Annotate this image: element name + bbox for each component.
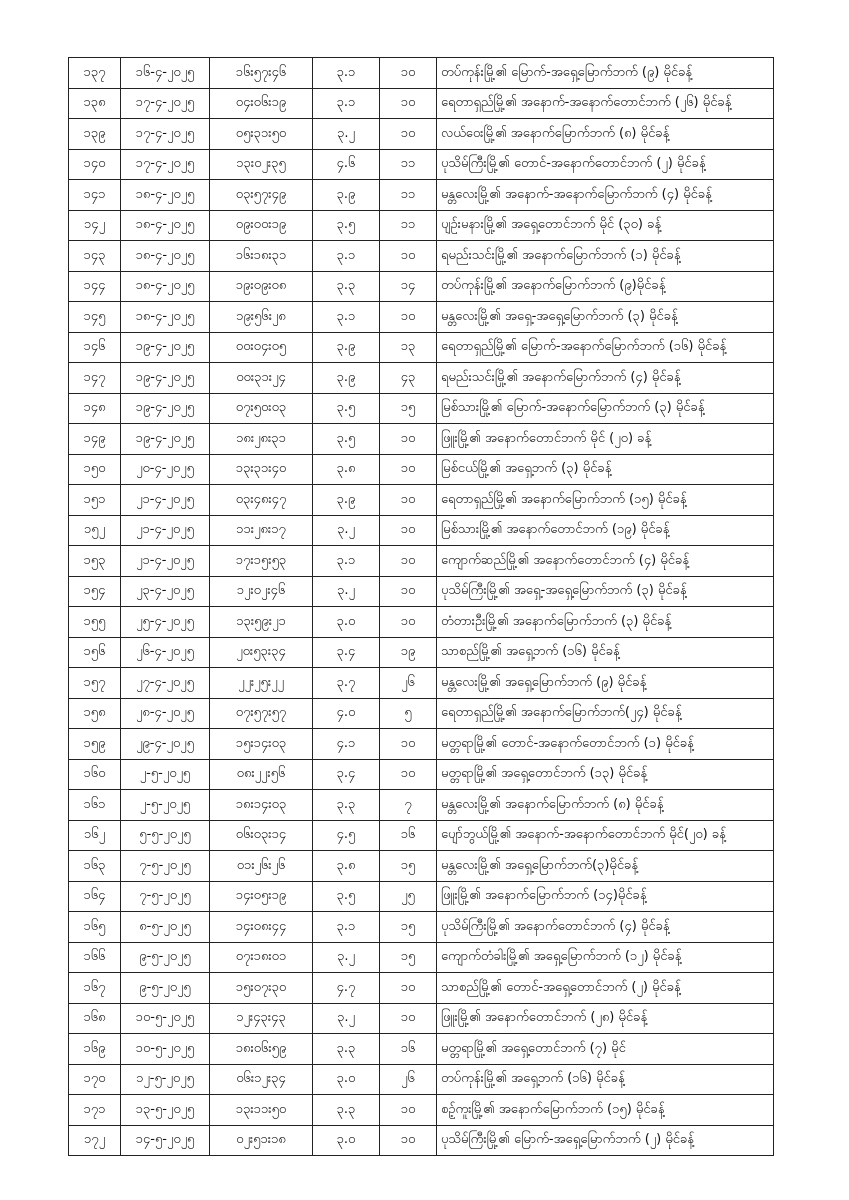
location-cell: စဉ့်ကူးမြို့၏ အနောက်မြောက်ဘက် (၁၅) မိုင်ခန့် bbox=[437, 1095, 774, 1126]
time-cell: ၁၆း၅၇း၄၆ bbox=[210, 58, 313, 89]
magnitude-cell: ၃.၇ bbox=[313, 668, 380, 699]
depth-cell: ၁၅ bbox=[380, 912, 437, 943]
location-cell: ပုသိမ်ကြီးမြို့၏ အနောက်တောင်ဘက် (၄) မိုင်ခန့် bbox=[437, 912, 774, 943]
depth-cell: ၁၆ bbox=[380, 1034, 437, 1065]
location-cell: ရေတာရှည်မြို့၏ အနောက်မြောက်ဘက်(၂၄) မိုင်ခန့် bbox=[437, 698, 774, 729]
table-row bbox=[69, 668, 774, 699]
time-cell: ၁၃း၁၁း၅၀ bbox=[210, 1095, 313, 1126]
date-cell: ၁၆-၄-၂၀၂၅ bbox=[121, 58, 210, 89]
magnitude-cell: ၃.၅ bbox=[313, 210, 380, 241]
location-cell: ပုသိမ်ကြီးမြို့၏ အရှေ့-အရှေ့မြောက်ဘက် (၃) မိုင်ခန့် bbox=[437, 576, 774, 607]
location-cell: မတ္တရာမြို့၏ အရှေ့တောင်ဘက် (၇) မိုင် bbox=[437, 1034, 774, 1065]
date-cell: ၂၈-၄-၂၀၂၅ bbox=[121, 698, 210, 729]
table-row bbox=[69, 271, 774, 302]
record-number-cell: ၁၄၀ bbox=[69, 149, 121, 180]
table-row bbox=[69, 912, 774, 943]
magnitude-cell: ၃.၄ bbox=[313, 637, 380, 668]
date-cell: ၂၁-၄-၂၀၂၅ bbox=[121, 515, 210, 546]
date-cell: ၁၉-၄-၂၀၂၅ bbox=[121, 424, 210, 455]
magnitude-cell: ၃.၀ bbox=[313, 607, 380, 638]
table-row bbox=[69, 515, 774, 546]
depth-cell: ၁၀ bbox=[380, 58, 437, 89]
depth-cell: ၁၀ bbox=[380, 454, 437, 485]
record-number-cell: ၁၆၄ bbox=[69, 881, 121, 912]
date-cell: ၈-၅-၂၀၂၅ bbox=[121, 912, 210, 943]
record-number-cell: ၁၅၅ bbox=[69, 607, 121, 638]
record-number-cell: ၁၅၈ bbox=[69, 698, 121, 729]
magnitude-cell: ၃.၁ bbox=[313, 912, 380, 943]
date-cell: ၁၉-၄-၂၀၂၅ bbox=[121, 393, 210, 424]
time-cell: ၀၅း၃၁း၅၀ bbox=[210, 119, 313, 150]
time-cell: ၀၈း၂၂း၅၆ bbox=[210, 759, 313, 790]
depth-cell: ၁၉ bbox=[380, 637, 437, 668]
time-cell: ၁၄း၀၈း၄၄ bbox=[210, 912, 313, 943]
location-cell: မန္တလေးမြို့၏ အနောက်-အနောက်မြောက်ဘက် (၄) မိုင်ခန့် bbox=[437, 180, 774, 211]
record-number-cell: ၁၆၈ bbox=[69, 1003, 121, 1034]
record-number-cell: ၁၄၉ bbox=[69, 424, 121, 455]
table-row bbox=[69, 210, 774, 241]
time-cell: ၁၂း၄၃း၄၃ bbox=[210, 1003, 313, 1034]
location-cell: မြစ်သားမြို့၏ မြောက်-အနောက်မြောက်ဘက် (၃) မိုင်ခန့် bbox=[437, 393, 774, 424]
date-cell: ၂၆-၄-၂၀၂၅ bbox=[121, 637, 210, 668]
time-cell: ၁၉း၀၉း၀၈ bbox=[210, 271, 313, 302]
record-number-cell: ၁၅၆ bbox=[69, 637, 121, 668]
location-cell: မြစ်သားမြို့၏ အနောက်တောင်ဘက် (၁၉) မိုင်ခန့် bbox=[437, 515, 774, 546]
magnitude-cell: ၄.၁ bbox=[313, 729, 380, 760]
location-cell: တပ်ကုန်းမြို့၏ မြောက်-အရှေ့မြောက်ဘက် (၉) မိုင်ခန့် bbox=[437, 58, 774, 89]
depth-cell: ၁၀ bbox=[380, 546, 437, 577]
depth-cell: ၁၀ bbox=[380, 424, 437, 455]
depth-cell: ၁၀ bbox=[380, 576, 437, 607]
depth-cell: ၁၅ bbox=[380, 942, 437, 973]
record-number-cell: ၁၆၅ bbox=[69, 912, 121, 943]
magnitude-cell: ၃.၂ bbox=[313, 515, 380, 546]
magnitude-cell: ၃.၅ bbox=[313, 881, 380, 912]
date-cell: ၂၉-၄-၂၀၂၅ bbox=[121, 729, 210, 760]
record-number-cell: ၁၄၃ bbox=[69, 241, 121, 272]
time-cell: ၁၃း၅၉း၂၁ bbox=[210, 607, 313, 638]
table-row bbox=[69, 942, 774, 973]
time-cell: ၁၈း၂၈း၃၁ bbox=[210, 424, 313, 455]
depth-cell: ၁၀ bbox=[380, 1095, 437, 1126]
time-cell: ၀၁း၂၆း၂၆ bbox=[210, 851, 313, 882]
date-cell: ၂၃-၄-၂၀၂၅ bbox=[121, 576, 210, 607]
time-cell: ၀၀း၀၄း၀၅ bbox=[210, 332, 313, 363]
location-cell: ရေတာရှည်မြို့၏ မြောက်-အနောက်မြောက်ဘက် (၁၆) မိုင်ခန့် bbox=[437, 332, 774, 363]
record-number-cell: ၁၄၆ bbox=[69, 332, 121, 363]
depth-cell: ၂၆ bbox=[380, 1064, 437, 1095]
date-cell: ၂၇-၄-၂၀၂၅ bbox=[121, 668, 210, 699]
record-number-cell: ၁၅၂ bbox=[69, 515, 121, 546]
date-cell: ၁၀-၅-၂၀၂၅ bbox=[121, 1034, 210, 1065]
date-cell: ၁၉-၄-၂၀၂၅ bbox=[121, 363, 210, 394]
record-number-cell: ၁၇၂ bbox=[69, 1125, 121, 1156]
depth-cell: ၁၀ bbox=[380, 302, 437, 333]
depth-cell: ၁၀ bbox=[380, 241, 437, 272]
table-row bbox=[69, 759, 774, 790]
magnitude-cell: ၃.၅ bbox=[313, 424, 380, 455]
table-row bbox=[69, 698, 774, 729]
location-cell: မြစ်ငယ်မြို့၏ အရှေ့ဘက် (၃) မိုင်ခန့် bbox=[437, 454, 774, 485]
depth-cell: ၁၃ bbox=[380, 332, 437, 363]
record-number-cell: ၁၆၃ bbox=[69, 851, 121, 882]
location-cell: ဖြူးမြို့၏ အနောက်မြောက်ဘက် (၁၄)မိုင်ခန့် bbox=[437, 881, 774, 912]
table-row bbox=[69, 363, 774, 394]
magnitude-cell: ၄.၅ bbox=[313, 820, 380, 851]
location-cell: ပုသိမ်ကြီးမြို့၏ မြောက်-အရှေ့မြောက်ဘက် (၂) မိုင်ခန့် bbox=[437, 1125, 774, 1156]
record-number-cell: ၁၆၁ bbox=[69, 790, 121, 821]
depth-cell: ၁၁ bbox=[380, 180, 437, 211]
depth-cell: ၁၀ bbox=[380, 607, 437, 638]
date-cell: ၁၈-၄-၂၀၂၅ bbox=[121, 271, 210, 302]
table-row bbox=[69, 729, 774, 760]
time-cell: ၂၂း၂၅း၂၂ bbox=[210, 668, 313, 699]
table-row bbox=[69, 1003, 774, 1034]
record-number-cell: ၁၅၄ bbox=[69, 576, 121, 607]
table-row bbox=[69, 1034, 774, 1065]
table-row bbox=[69, 88, 774, 119]
magnitude-cell: ၃.၉ bbox=[313, 180, 380, 211]
record-number-cell: ၁၅၃ bbox=[69, 546, 121, 577]
time-cell: ၁၄း၀၅း၁၉ bbox=[210, 881, 313, 912]
record-number-cell: ၁၄၇ bbox=[69, 363, 121, 394]
record-number-cell: ၁၃၇ bbox=[69, 58, 121, 89]
record-number-cell: ၁၄၂ bbox=[69, 210, 121, 241]
magnitude-cell: ၃.၂ bbox=[313, 1003, 380, 1034]
date-cell: ၂၁-၄-၂၀၂၅ bbox=[121, 485, 210, 516]
time-cell: ၀၉း၀၀း၁၉ bbox=[210, 210, 313, 241]
table-row bbox=[69, 576, 774, 607]
record-number-cell: ၁၄၄ bbox=[69, 271, 121, 302]
table-row bbox=[69, 820, 774, 851]
magnitude-cell: ၃.၃ bbox=[313, 1095, 380, 1126]
date-cell: ၁၈-၄-၂၀၂၅ bbox=[121, 302, 210, 333]
magnitude-cell: ၃.၃ bbox=[313, 790, 380, 821]
record-number-cell: ၁၃၈ bbox=[69, 88, 121, 119]
magnitude-cell: ၃.၄ bbox=[313, 759, 380, 790]
date-cell: ၂၀-၄-၂၀၂၅ bbox=[121, 454, 210, 485]
time-cell: ၀၇း၅၀း၀၃ bbox=[210, 393, 313, 424]
date-cell: ၁၉-၄-၂၀၂၅ bbox=[121, 332, 210, 363]
date-cell: ၁၈-၄-၂၀၂၅ bbox=[121, 180, 210, 211]
depth-cell: ၁၀ bbox=[380, 1003, 437, 1034]
depth-cell: ၁၀ bbox=[380, 729, 437, 760]
location-cell: ရေတာရှည်မြို့၏ အနောက်မြောက်ဘက် (၁၅) မိုင်ခန့် bbox=[437, 485, 774, 516]
time-cell: ၀၀း၃၁း၂၄ bbox=[210, 363, 313, 394]
time-cell: ၀၇း၁၈း၀၁ bbox=[210, 942, 313, 973]
table-row bbox=[69, 454, 774, 485]
location-cell: ဖြူးမြို့၏ အနောက်တောင်ဘက် မိုင် (၂၀) ခန့် bbox=[437, 424, 774, 455]
record-number-cell: ၁၆၀ bbox=[69, 759, 121, 790]
magnitude-cell: ၃.၉ bbox=[313, 332, 380, 363]
depth-cell: ၂၅ bbox=[380, 881, 437, 912]
table-row bbox=[69, 149, 774, 180]
magnitude-cell: ၄.၀ bbox=[313, 698, 380, 729]
date-cell: ၇-၅-၂၀၂၅ bbox=[121, 851, 210, 882]
time-cell: ၁၅း၀၇း၃၀ bbox=[210, 973, 313, 1004]
table-body bbox=[69, 58, 774, 1156]
time-cell: ၀၇း၅၇း၅၇ bbox=[210, 698, 313, 729]
date-cell: ၁၇-၄-၂၀၂၅ bbox=[121, 119, 210, 150]
table-row bbox=[69, 58, 774, 89]
location-cell: မတ္တရာမြို့၏ တောင်-အနောက်တောင်ဘက် (၁) မိုင်ခန့် bbox=[437, 729, 774, 760]
table-row bbox=[69, 241, 774, 272]
magnitude-cell: ၃.၀ bbox=[313, 1064, 380, 1095]
time-cell: ၁၅း၁၄း၀၃ bbox=[210, 729, 313, 760]
magnitude-cell: ၃.၁ bbox=[313, 88, 380, 119]
depth-cell: ၁၀ bbox=[380, 1125, 437, 1156]
table-row bbox=[69, 1064, 774, 1095]
time-cell: ၀၃း၄၈း၄၇ bbox=[210, 485, 313, 516]
depth-cell: ၁၅ bbox=[380, 393, 437, 424]
table-row bbox=[69, 851, 774, 882]
record-number-cell: ၁၄၅ bbox=[69, 302, 121, 333]
depth-cell: ၁၀ bbox=[380, 119, 437, 150]
date-cell: ၂-၅-၂၀၂၅ bbox=[121, 790, 210, 821]
time-cell: ၁၇း၁၅း၅၃ bbox=[210, 546, 313, 577]
magnitude-cell: ၃.၉ bbox=[313, 363, 380, 394]
magnitude-cell: ၃.၂ bbox=[313, 576, 380, 607]
depth-cell: ၁၁ bbox=[380, 149, 437, 180]
table-row bbox=[69, 485, 774, 516]
record-number-cell: ၁၄၁ bbox=[69, 180, 121, 211]
magnitude-cell: ၃.၂ bbox=[313, 942, 380, 973]
time-cell: ၁၈း၀၆း၅၉ bbox=[210, 1034, 313, 1065]
time-cell: ၀၄း၀၆း၁၉ bbox=[210, 88, 313, 119]
table-row bbox=[69, 973, 774, 1004]
location-cell: မန္တလေးမြို့၏ အရှေ့-အရှေ့မြောက်ဘက် (၃) မိုင်ခန့် bbox=[437, 302, 774, 333]
record-number-cell: ၁၇၁ bbox=[69, 1095, 121, 1126]
depth-cell: ၅ bbox=[380, 698, 437, 729]
date-cell: ၁၀-၅-၂၀၂၅ bbox=[121, 1003, 210, 1034]
table-row bbox=[69, 1125, 774, 1156]
location-cell: သာစည်မြို့၏ တောင်-အရှေ့တောင်ဘက် (၂) မိုင်ခန့် bbox=[437, 973, 774, 1004]
table-row bbox=[69, 180, 774, 211]
location-cell: လယ်ဝေးမြို့၏ အနောက်မြောက်ဘက် (၈) မိုင်ခန့် bbox=[437, 119, 774, 150]
location-cell: ပျဉ်းမနားမြို့၏ အရှေ့တောင်ဘက် မိုင် (၃၀) ခန့် bbox=[437, 210, 774, 241]
date-cell: ၂၅-၄-၂၀၂၅ bbox=[121, 607, 210, 638]
location-cell: သာစည်မြို့၏ အရှေ့ဘက် (၁၆) မိုင်ခန့် bbox=[437, 637, 774, 668]
location-cell: ဖြူးမြို့၏ အနောက်တောင်ဘက် (၂၈) မိုင်ခန့် bbox=[437, 1003, 774, 1034]
magnitude-cell: ၃.၂ bbox=[313, 119, 380, 150]
time-cell: ၁၆း၁၈း၃၁ bbox=[210, 241, 313, 272]
magnitude-cell: ၄.၆ bbox=[313, 149, 380, 180]
time-cell: ၀၆း၀၃း၁၄ bbox=[210, 820, 313, 851]
date-cell: ၁၄-၅-၂၀၂၅ bbox=[121, 1125, 210, 1156]
table-row bbox=[69, 424, 774, 455]
magnitude-cell: ၃.၁ bbox=[313, 241, 380, 272]
date-cell: ၁၂-၅-၂၀၂၅ bbox=[121, 1064, 210, 1095]
record-number-cell: ၁၅၀ bbox=[69, 454, 121, 485]
depth-cell: ၁၀ bbox=[380, 973, 437, 1004]
record-number-cell: ၁၆၇ bbox=[69, 973, 121, 1004]
depth-cell: ၁၁ bbox=[380, 210, 437, 241]
depth-cell: ၁၅ bbox=[380, 851, 437, 882]
time-cell: ၁၈း၁၄း၀၃ bbox=[210, 790, 313, 821]
depth-cell: ၂၆ bbox=[380, 668, 437, 699]
magnitude-cell: ၃.၈ bbox=[313, 851, 380, 882]
location-cell: တပ်ကုန်းမြို့၏ အနောက်မြောက်ဘက် (၉)မိုင်ခန့် bbox=[437, 271, 774, 302]
time-cell: ၁၉း၅၆း၂၈ bbox=[210, 302, 313, 333]
magnitude-cell: ၃.၁ bbox=[313, 58, 380, 89]
record-number-cell: ၁၅၇ bbox=[69, 668, 121, 699]
location-cell: တပ်ကုန်းမြို့၏ အရှေ့ဘက် (၁၆) မိုင်ခန့် bbox=[437, 1064, 774, 1095]
date-cell: ၁၇-၄-၂၀၂၅ bbox=[121, 149, 210, 180]
date-cell: ၇-၅-၂၀၂၅ bbox=[121, 881, 210, 912]
date-cell: ၉-၅-၂၀၂၅ bbox=[121, 942, 210, 973]
magnitude-cell: ၄.၇ bbox=[313, 973, 380, 1004]
location-cell: မတ္တရာမြို့၏ အရှေ့တောင်ဘက် (၁၃) မိုင်ခန့် bbox=[437, 759, 774, 790]
depth-cell: ၄၃ bbox=[380, 363, 437, 394]
location-cell: တံတားဦးမြို့၏ အနောက်မြောက်ဘက် (၃) မိုင်ခန့် bbox=[437, 607, 774, 638]
time-cell: ၁၃း၀၂း၃၅ bbox=[210, 149, 313, 180]
date-cell: ၁၈-၄-၂၀၂၅ bbox=[121, 210, 210, 241]
time-cell: ၁၂း၀၂း၄၆ bbox=[210, 576, 313, 607]
record-number-cell: ၁၆၂ bbox=[69, 820, 121, 851]
date-cell: ၁၈-၄-၂၀၂၅ bbox=[121, 241, 210, 272]
location-cell: မန္တလေးမြို့၏ အနောက်မြောက်ဘက် (၈) မိုင်ခန့် bbox=[437, 790, 774, 821]
record-number-cell: ၁၃၉ bbox=[69, 119, 121, 150]
magnitude-cell: ၃.၁ bbox=[313, 302, 380, 333]
location-cell: မန္တလေးမြို့၏ အရှေ့မြောက်ဘက်(၃)မိုင်ခန့် bbox=[437, 851, 774, 882]
table-row bbox=[69, 1095, 774, 1126]
location-cell: ရမည်းသင်းမြို့၏ အနောက်မြောက်ဘက် (၄) မိုင်ခန့် bbox=[437, 363, 774, 394]
depth-cell: ၁၄ bbox=[380, 271, 437, 302]
date-cell: ၂၁-၄-၂၀၂၅ bbox=[121, 546, 210, 577]
magnitude-cell: ၃.၉ bbox=[313, 485, 380, 516]
table-row bbox=[69, 332, 774, 363]
depth-cell: ၁၀ bbox=[380, 485, 437, 516]
table-row bbox=[69, 119, 774, 150]
depth-cell: ၁၀ bbox=[380, 759, 437, 790]
date-cell: ၁၃-၅-၂၀၂၅ bbox=[121, 1095, 210, 1126]
table-row bbox=[69, 302, 774, 333]
table-row bbox=[69, 393, 774, 424]
time-cell: ၀၃း၅၇း၄၉ bbox=[210, 180, 313, 211]
date-cell: ၅-၅-၂၀၂၅ bbox=[121, 820, 210, 851]
time-cell: ၁၃း၃၁း၄၀ bbox=[210, 454, 313, 485]
depth-cell: ၇ bbox=[380, 790, 437, 821]
magnitude-cell: ၃.၈ bbox=[313, 454, 380, 485]
location-cell: ပုသိမ်ကြီးမြို့၏ တောင်-အနောက်တောင်ဘက် (၂) မိုင်ခန့် bbox=[437, 149, 774, 180]
table-row bbox=[69, 790, 774, 821]
depth-cell: ၁၀ bbox=[380, 515, 437, 546]
date-cell: ၁၇-၄-၂၀၂၅ bbox=[121, 88, 210, 119]
table-row bbox=[69, 637, 774, 668]
time-cell: ၂၀း၅၃း၃၄ bbox=[210, 637, 313, 668]
location-cell: ပျော်ဘွယ်မြို့၏ အနောက်-အနောက်တောင်ဘက် မိုင်(၂၀) ခန့် bbox=[437, 820, 774, 851]
record-number-cell: ၁၅၁ bbox=[69, 485, 121, 516]
time-cell: ၀၂း၅၁း၁၈ bbox=[210, 1125, 313, 1156]
depth-cell: ၁၆ bbox=[380, 820, 437, 851]
time-cell: ၁၁း၂၈း၁၇ bbox=[210, 515, 313, 546]
table-row bbox=[69, 881, 774, 912]
record-number-cell: ၁၇၀ bbox=[69, 1064, 121, 1095]
record-number-cell: ၁၅၉ bbox=[69, 729, 121, 760]
location-cell: ကျောက်တံခါးမြို့၏ အရှေ့မြောက်ဘက် (၁၂) မိုင်ခန့် bbox=[437, 942, 774, 973]
table-row bbox=[69, 607, 774, 638]
location-cell: ရမည်းသင်းမြို့၏ အနောက်မြောက်ဘက် (၁) မိုင်ခန့် bbox=[437, 241, 774, 272]
depth-cell: ၁၀ bbox=[380, 88, 437, 119]
earthquake-table bbox=[68, 57, 774, 1156]
magnitude-cell: ၃.၅ bbox=[313, 393, 380, 424]
location-cell: ကျောက်ဆည်မြို့၏ အနောက်တောင်ဘက် (၄) မိုင်ခန့် bbox=[437, 546, 774, 577]
time-cell: ၀၆း၁၂း၃၄ bbox=[210, 1064, 313, 1095]
record-number-cell: ၁၄၈ bbox=[69, 393, 121, 424]
magnitude-cell: ၃.၃ bbox=[313, 271, 380, 302]
record-number-cell: ၁၆၉ bbox=[69, 1034, 121, 1065]
magnitude-cell: ၃.၃ bbox=[313, 1034, 380, 1065]
table-row bbox=[69, 546, 774, 577]
location-cell: မန္တလေးမြို့၏ အရှေ့မြောက်ဘက် (၉) မိုင်ခန့် bbox=[437, 668, 774, 699]
record-number-cell: ၁၆၆ bbox=[69, 942, 121, 973]
date-cell: ၉-၅-၂၀၂၅ bbox=[121, 973, 210, 1004]
magnitude-cell: ၃.၀ bbox=[313, 1125, 380, 1156]
location-cell: ရေတာရှည်မြို့၏ အနောက်-အနောက်တောင်ဘက် (၂၆) မိုင်ခန့် bbox=[437, 88, 774, 119]
magnitude-cell: ၃.၁ bbox=[313, 546, 380, 577]
date-cell: ၂-၅-၂၀၂၅ bbox=[121, 759, 210, 790]
